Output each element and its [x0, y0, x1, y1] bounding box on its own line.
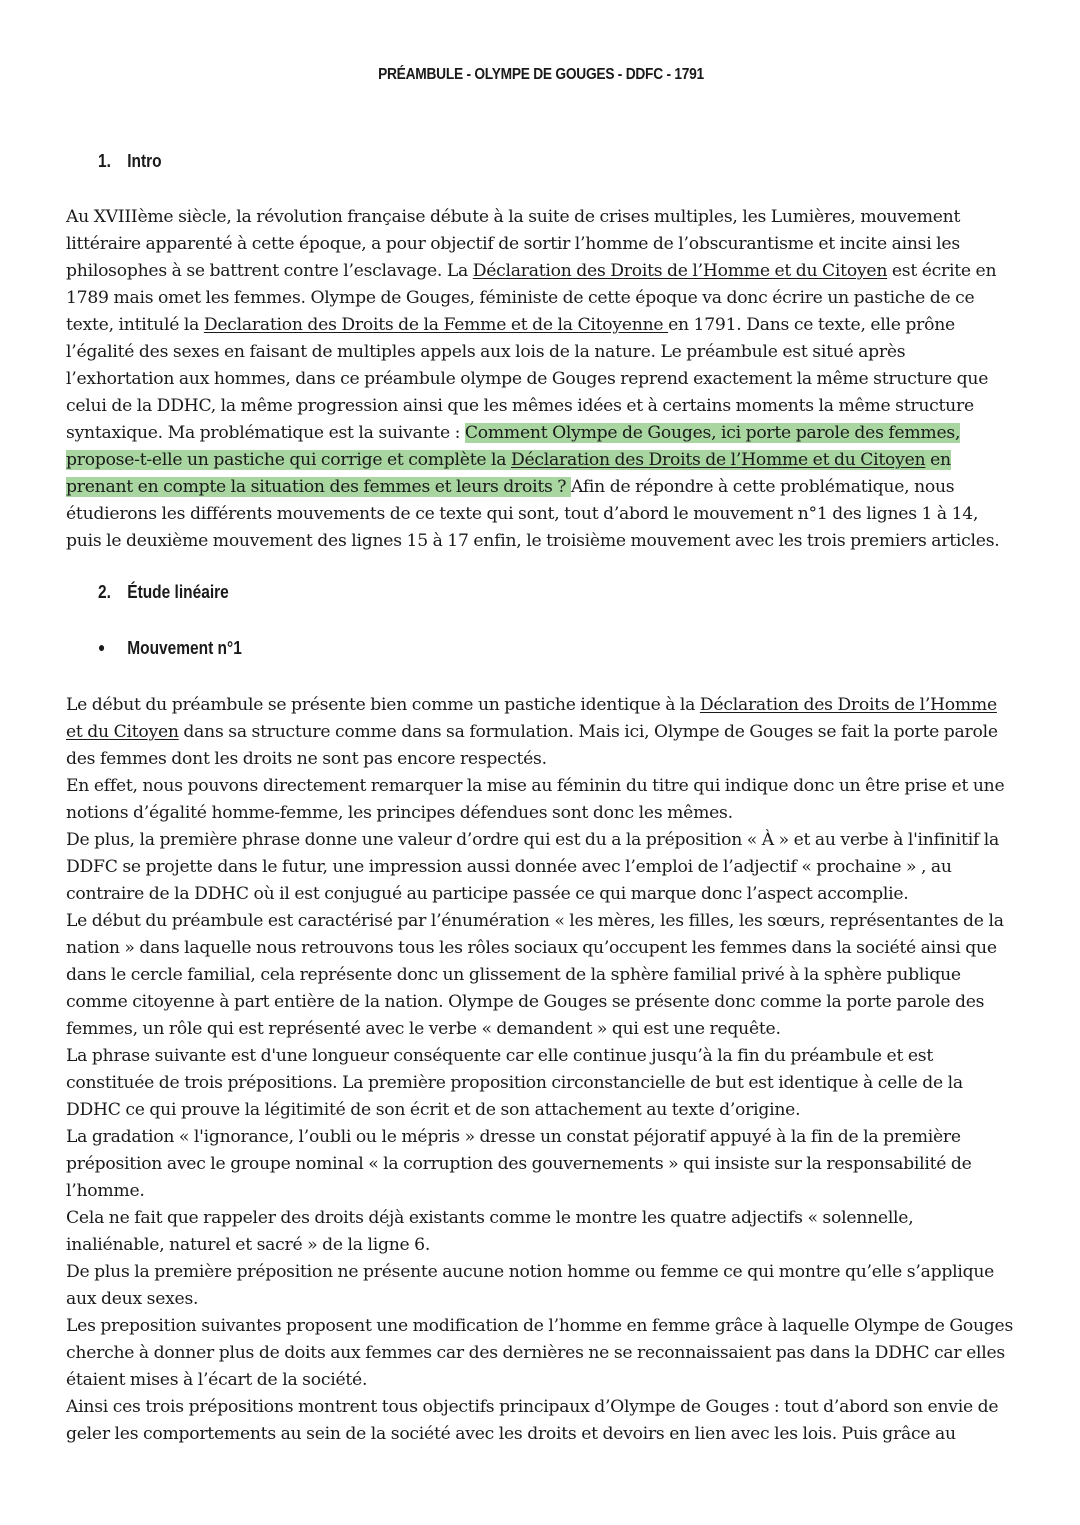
paragraph: Cela ne fait que rappeler des droits déjà existants comme le montre les quatre adjectifs « solennelle, inaliénable, naturel et sacré » de la ligne 6.: [66, 1208, 914, 1255]
section-number: 1.: [98, 151, 111, 171]
problematique-ddhc-underlined: Déclaration des Droits de l’Homme et du Citoyen: [510, 450, 926, 470]
paragraph: De plus la première préposition ne présente aucune notion homme ou femme ce qui montre qu’elle s’applique aux deux sexes.: [66, 1262, 995, 1309]
section-number: 2.: [98, 582, 111, 602]
paragraph: De plus, la première phrase donne une valeur d’ordre qui est du a la préposition « À » et au verbe à l'infinitif la DDFC se projette dans le futur, une impression aussi donnée avec l’emploi de l’adjectif « prochaine » , au contraire de la DDHC où il est conjugué au participe passée ce qui marque donc l’aspect accomplie.: [66, 830, 1000, 904]
bullet-icon: ●: [98, 639, 106, 655]
problematique-text-2: en prenant en compte la situation des femmes et leurs droits ?: [66, 450, 951, 497]
section-heading-text: Étude linéaire: [127, 582, 229, 602]
document-title: PRÉAMBULE - OLYMPE DE GOUGES - DDFC - 1791: [378, 66, 704, 83]
intro-text-4: Afin de répondre à cette problématique, nous étudierons les différents mouvements de ce texte qui sont, tout d’abord le mouvement n°1 des lignes 1 à 14, puis le deuxième mouvement des lignes 15 à 17 enfin, le troisième mouvement avec les trois premiers articles.: [66, 477, 1000, 551]
paragraph: En effet, nous pouvons directement remarquer la mise au féminin du titre qui indique donc un être prise et une notions d’égalité homme-femme, les principes défendues sont donc les mêmes.: [66, 776, 1005, 823]
subsection-heading-text: Mouvement n°1: [127, 638, 242, 658]
intro-text-1: Au XVIIIème siècle, la révolution française débute à la suite de crises multiples, les Lumières, mouvement littéraire apparenté à cette époque, a pour objectif de sortir l’homme de l’obscurantisme et incite ainsi les philosophes à se battrent contre l’esclavage. La: [66, 207, 961, 281]
intro-paragraph: [66, 204, 1016, 555]
section-heading-intro: [98, 151, 162, 172]
ddhc-title-link: Déclaration des Droits de l’Homme et du Citoyen: [472, 261, 888, 281]
subsection-heading-mouvement1: [98, 638, 242, 659]
paragraph: La gradation « l'ignorance, l’oubli ou le mépris » dresse un constat péjoratif appuyé à la fin de la première préposition avec le groupe nominal « la corruption des gouvernements » qui insiste sur la responsabilité de l’homme.: [66, 1127, 972, 1201]
problematique-text-1: Comment Olympe de Gouges, ici porte parole des femmes, propose-t-elle un pastiche qui corrige et complète la: [66, 423, 961, 470]
section-heading-text: Intro: [127, 151, 162, 171]
p1-text-1: Le début du préambule se présente bien comme un pastiche identique à la: [66, 695, 700, 715]
intro-text-2: est écrite en 1789 mais omet les femmes. Olympe de Gouges, féministe de cette époque va donc écrire un pastiche de ce texte, intitulé la: [66, 261, 997, 335]
paragraph: [66, 692, 1016, 773]
ddhc-title-underlined: Déclaration des Droits de l’Homme et du Citoyen: [66, 695, 997, 742]
paragraph: La phrase suivante est d'une longueur conséquente car elle continue jusqu’à la fin du préambule et est constituée de trois prépositions. La première proposition circonstancielle de but est identique à celle de la DDHC ce qui prouve la légitimité de son écrit et de son attachement au texte d’origine.: [66, 1046, 963, 1120]
ddfc-title-underlined: Declaration des Droits de la Femme et de la Citoyenne: [203, 315, 669, 335]
mouvement1-body: [66, 692, 1016, 1448]
p1-text-2: dans sa structure comme dans sa formulation. Mais ici, Olympe de Gouges se fait la porte parole des femmes dont les droits ne sont pas encore respectés.: [66, 722, 998, 769]
section-heading-etude: [98, 582, 229, 603]
paragraph: Le début du préambule est caractérisé par l’énumération « les mères, les filles, les sœurs, représentantes de la nation » dans laquelle nous retrouvons tous les rôles sociaux qu’occupent les femmes dans la société ainsi que dans le cercle familial, cela représente donc un glissement de la sphère familial privé à la sphère publique comme citoyenne à part entière de la nation. Olympe de Gouges se présente donc comme la porte parole des femmes, un rôle qui est représenté avec le verbe « demandent » qui est une requête.: [66, 911, 1004, 1039]
paragraph: Ainsi ces trois prépositions montrent tous objectifs principaux d’Olympe de Gouges : tout d’abord son envie de geler les comportements au sein de la société avec les droits et devoirs en lien avec les lois. Puis grâce au: [66, 1397, 999, 1444]
paragraph: Les preposition suivantes proposent une modification de l’homme en femme grâce à laquelle Olympe de Gouges cherche à donner plus de doits aux femmes car des dernières ne se reconnaissaient pas dans la DDHC car elles étaient mises à l’écart de la société.: [66, 1316, 1014, 1390]
intro-text-3: en 1791. Dans ce texte, elle prône l’égalité des sexes en faisant de multiples appels aux lois de la nature. Le préambule est situé après l’exhortation aux hommes, dans ce préambule olympe de Gouges reprend exactement la même structure que celui de la DDHC, la même progression ainsi que les mêmes idées et à certains moments la même structure syntaxique. Ma problématique est la suivante :: [66, 315, 989, 443]
